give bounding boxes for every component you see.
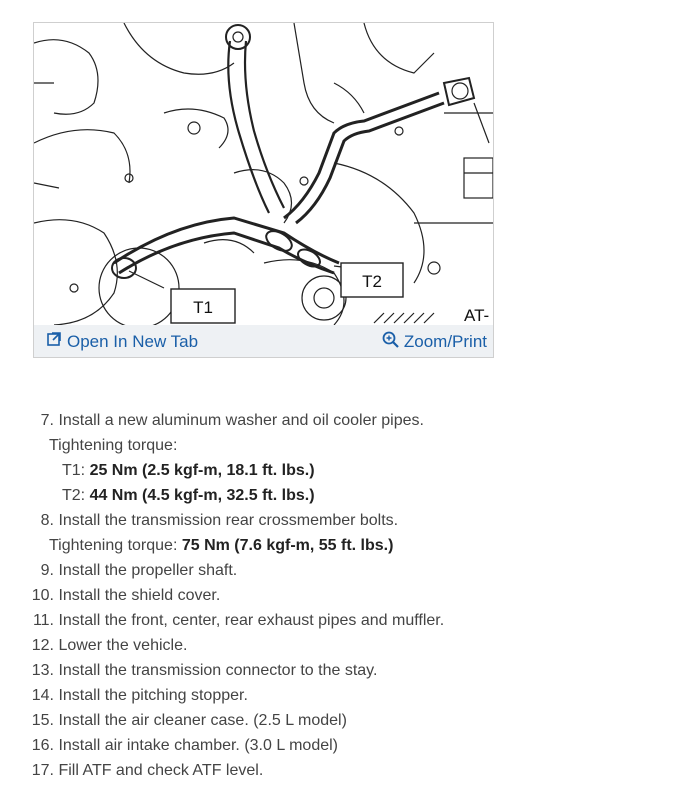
step-number: 13. <box>31 662 54 679</box>
oil-cooler-pipe-diagram <box>34 23 493 325</box>
torque-t2 <box>30 483 670 508</box>
step-number: 8. <box>40 512 54 529</box>
t2-callout: T2 <box>362 272 382 291</box>
step-15 <box>30 708 670 733</box>
step-text: Install air intake chamber. (3.0 L model) <box>58 737 338 754</box>
step-8 <box>30 508 670 533</box>
zoom-print-label: Zoom/Print <box>403 332 487 351</box>
step-number: 17. <box>31 762 54 779</box>
diagram-figure <box>33 22 494 358</box>
step-number: 11. <box>32 612 54 629</box>
step-number: 9. <box>40 562 54 579</box>
step-9 <box>30 558 670 583</box>
step-number: 15. <box>31 712 54 729</box>
t1-label: T1: <box>62 462 90 479</box>
open-in-new-tab-link[interactable] <box>46 331 198 352</box>
step-number: 16. <box>31 737 54 754</box>
step-text: Install the transmission connector to the stay. <box>58 662 378 679</box>
zoom-icon <box>382 331 399 353</box>
step-16 <box>30 733 670 758</box>
torque-t1 <box>30 458 670 483</box>
step-text: Install the shield cover. <box>58 587 221 604</box>
step-13 <box>30 658 670 683</box>
step-text: Install a new aluminum washer and oil cooler pipes. <box>58 412 424 429</box>
torque-crossmember <box>30 533 670 558</box>
diagram-drawing <box>34 23 493 325</box>
t1-value: 25 Nm (2.5 kgf-m, 18.1 ft. lbs.) <box>89 462 315 479</box>
step-12 <box>30 633 670 658</box>
step-10 <box>30 583 670 608</box>
step-number: 7. <box>40 412 54 429</box>
torque-value: 75 Nm (7.6 kgf-m, 55 ft. lbs.) <box>181 537 394 554</box>
step-text: Install the front, center, rear exhaust pipes and muffler. <box>58 612 445 629</box>
step-text: Install the air cleaner case. (2.5 L model) <box>58 712 347 729</box>
step-7 <box>30 408 670 433</box>
torque-label: Tightening torque: <box>49 537 182 554</box>
t1-callout: T1 <box>193 298 213 317</box>
step-11 <box>30 608 670 633</box>
step-number: 12. <box>31 637 54 654</box>
step-number: 10. <box>31 587 54 604</box>
torque-heading-text: Tightening torque: <box>49 437 178 454</box>
step-text: Install the pitching stopper. <box>58 687 248 704</box>
step-text: Install the propeller shaft. <box>58 562 238 579</box>
step-number: 14. <box>31 687 54 704</box>
zoom-print-link[interactable] <box>382 331 487 353</box>
procedure-steps <box>30 408 670 783</box>
step-17 <box>30 758 670 783</box>
open-in-new-tab-label: Open In New Tab <box>67 331 199 351</box>
open-new-tab-icon <box>46 331 62 352</box>
figure-toolbar <box>34 325 493 357</box>
torque-heading <box>30 433 670 458</box>
step-text: Install the transmission rear crossmember bolts. <box>58 512 399 529</box>
step-14 <box>30 683 670 708</box>
t2-value: 44 Nm (4.5 kgf-m, 32.5 ft. lbs.) <box>89 487 315 504</box>
t2-label: T2: <box>62 487 90 504</box>
figure-code: AT- <box>464 306 490 325</box>
step-text: Lower the vehicle. <box>58 637 188 654</box>
step-text: Fill ATF and check ATF level. <box>58 762 264 779</box>
